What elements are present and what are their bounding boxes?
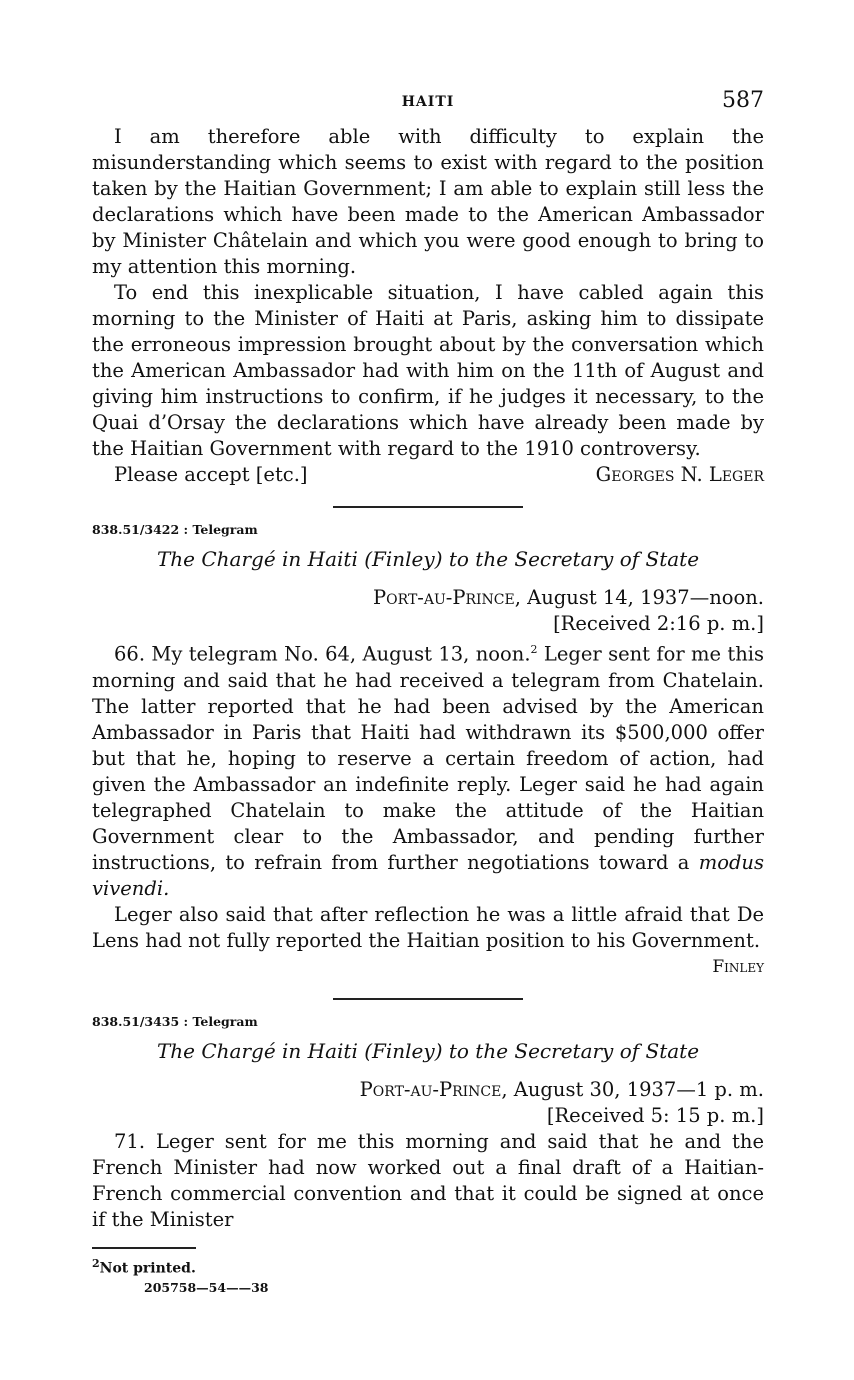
- telegram-signature: Finley: [712, 956, 764, 977]
- received-line: [Received 2:16 p. m.]: [553, 612, 764, 635]
- telegram-text-continued: Leger sent for me this morning and said that he had received a telegram from Chatelain. The latter reported that he had been advised by the American Ambassador in Paris that Haiti had withdrawn its $500,000 offer but that he, hoping to reserve a certain freedom of action, had given the Ambassador an indefinite reply. Leger said he had again telegraphed Chatelain to make the attitude of the Haitian Government clear to the Ambassador, and pending further instructions, to refrain from further negotiations toward a: [92, 642, 765, 874]
- document-title: The Chargé in Haiti (Finley) to the Secretary of State: [156, 547, 700, 571]
- dateline-date: August 30, 1937—1 p. m.: [513, 1077, 764, 1101]
- italic-phrase: modus vivendi.: [92, 850, 764, 900]
- footnote: [92, 1257, 764, 1277]
- letter-signature: Georges N. Leger: [595, 463, 764, 486]
- file-reference: 838.51/3435 : Telegram: [92, 1013, 258, 1029]
- footnote-divider: [92, 1247, 196, 1249]
- footnote-marker: 2: [92, 1256, 100, 1270]
- telegram-paragraph-1: [92, 637, 764, 902]
- dateline: [92, 585, 764, 611]
- closing-formula: Please accept [etc.]: [114, 463, 308, 486]
- section-divider: [333, 506, 523, 508]
- dateline-place: Port-au-Prince,: [373, 586, 521, 609]
- footnote-reference: 2: [530, 643, 538, 656]
- document-page: [92, 88, 764, 1295]
- running-head: HAITI: [401, 94, 455, 110]
- printer-line: 205758—54——38: [144, 1280, 269, 1296]
- dateline-place: Port-au-Prince,: [359, 1077, 508, 1101]
- page-header: [92, 88, 764, 124]
- telegram-paragraph-1: 71. Leger sent for me this morning and said that he and the French Minister had now worked out a final draft of a Haitian-French commercial convention and that it could be signed at once if the Minister: [92, 1129, 764, 1231]
- letter-closing-line: [92, 462, 764, 488]
- letter-paragraph-1: I am therefore able with difficulty to explain the misunderstanding which seems to exist with regard to the position taken by the Haitian Government; I am able to explain still less the declarations which have been made to the American Ambassador by Minister Châtelain and which you were good enough to bring to my attention this morning.: [92, 125, 764, 278]
- telegram-paragraph-2: Leger also said that after reflection he was a little afraid that De Lens had not fully reported the Haitian position to his Government.: [92, 902, 764, 952]
- dateline: [92, 1077, 764, 1103]
- footnote-text: Not printed.: [99, 1260, 196, 1277]
- received-line: [Received 5: 15 p. m.]: [546, 1103, 764, 1127]
- letter-paragraph-2: To end this inexplicable situation, I have cabled again this morning to the Minister of Haiti at Paris, asking him to dissipate the erroneous impression brought about by the conversation which the American Ambassador had with him on the 11th of August and giving him instructions to confirm, if he judges it necessary, to the Quai d’Orsay the declarations which have already been made by the Haitian Government with regard to the 1910 controversy.: [92, 281, 764, 460]
- section-divider: [333, 998, 523, 1000]
- page-number: 587: [722, 88, 764, 113]
- document-title: The Chargé in Haiti (Finley) to the Secretary of State: [156, 1038, 700, 1063]
- telegram-text-start: 66. My telegram No. 64, August 13, noon.: [114, 642, 531, 666]
- file-reference: 838.51/3422 : Telegram: [92, 522, 258, 537]
- dateline-date: August 14, 1937—noon.: [527, 586, 764, 609]
